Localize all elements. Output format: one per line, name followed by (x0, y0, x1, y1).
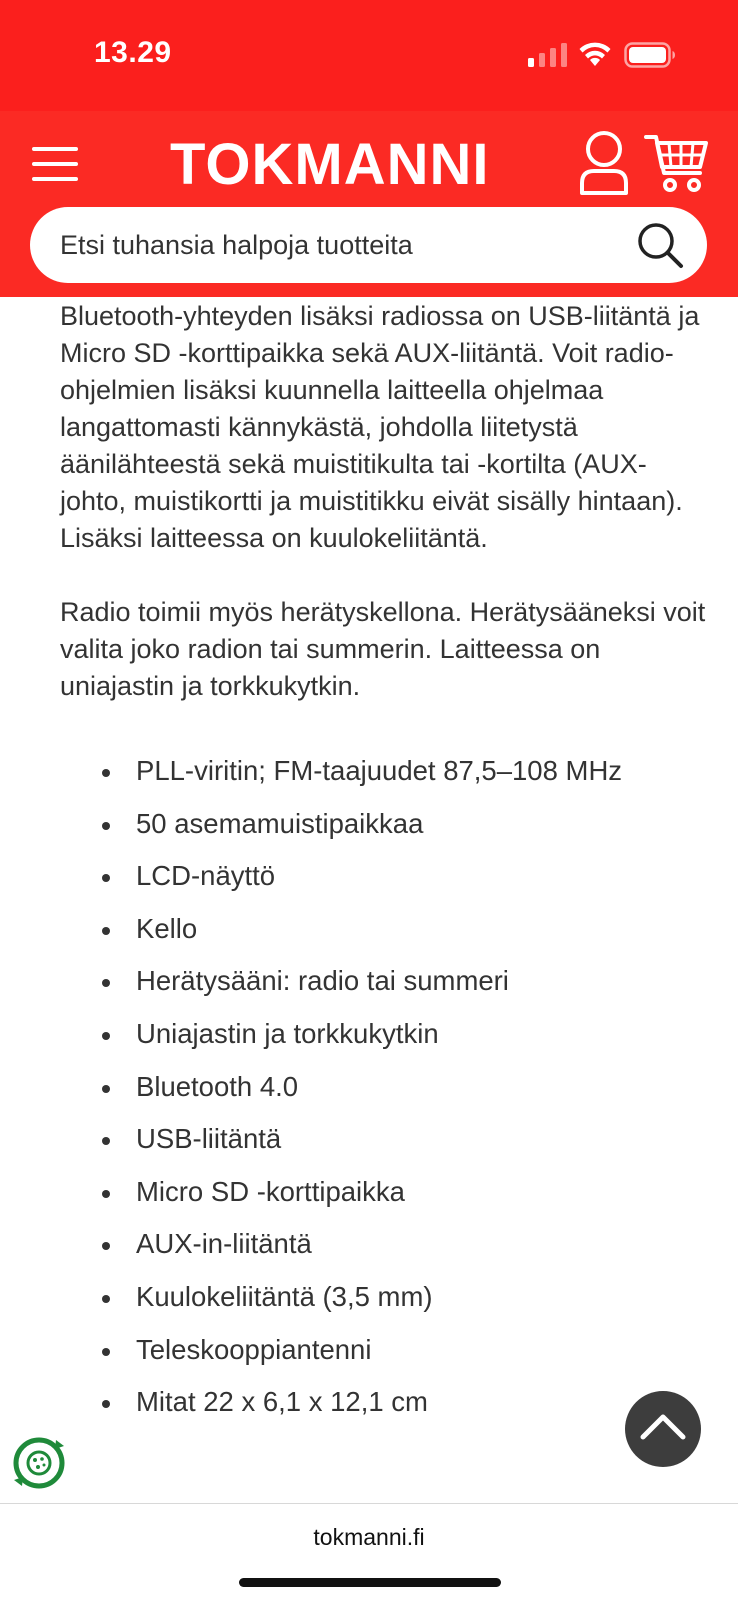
site-header (0, 111, 738, 297)
search-bar (30, 207, 707, 283)
feature-list (60, 742, 710, 1429)
shopping-cart-icon[interactable] (644, 131, 710, 195)
chevron-up-icon (625, 1391, 701, 1467)
feature-item: PLL-viritin; FM-taajuudet 87,5–108 MHz (60, 745, 710, 798)
feature-item: AUX-in-liitäntä (60, 1218, 710, 1271)
description-paragraph: Bluetooth-yhteyden lisäksi radiossa on USB-liitäntä ja Micro SD -korttipaikka sekä AUX-liitäntä. Voit radio-ohjelmien lisäksi kuunnella laitteella ohjelmaa langattomasti kännykästä, johdolla liitetystä äänilähteestä sekä muistitikulta tai -kortilta (AUX-johto, muistikortti ja muistitikku eivät sisälly hintaan). Lisäksi laitteessa on kuulokeliitäntä. (60, 301, 700, 553)
product-description (60, 298, 710, 1429)
hamburger-menu-icon[interactable] (30, 141, 82, 187)
cellular-signal-icon (528, 43, 568, 67)
search-input[interactable] (60, 207, 620, 283)
feature-item: LCD-näyttö (60, 850, 710, 903)
feature-item: Kuulokeliitäntä (3,5 mm) (60, 1271, 710, 1324)
feature-item: USB-liitäntä (60, 1113, 710, 1166)
feature-item: Mitat 22 x 6,1 x 12,1 cm (60, 1376, 710, 1429)
feature-item: Herätysääni: radio tai summeri (60, 955, 710, 1008)
feature-item: Kello (60, 903, 710, 956)
feature-item: Micro SD -korttipaikka (60, 1166, 710, 1219)
home-indicator[interactable] (239, 1578, 501, 1587)
feature-item: Uniajastin ja torkkukytkin (60, 1008, 710, 1061)
user-icon[interactable] (578, 129, 630, 195)
battery-icon (624, 42, 676, 68)
cookie-settings-icon[interactable] (12, 1436, 66, 1490)
scroll-to-top-button[interactable] (625, 1391, 701, 1467)
browser-address-bar (0, 1503, 738, 1600)
wifi-icon (578, 40, 612, 68)
search-icon[interactable] (636, 221, 684, 269)
status-time: 13.29 (94, 36, 172, 69)
tokmanni-logo[interactable]: TOKMANNI (170, 132, 490, 197)
description-paragraph: Radio toimii myös herätyskellona. Herätysääneksi voit valita joko radion tai summerin. Laitteessa on uniajastin ja torkkukytkin. (60, 597, 706, 701)
status-bar (0, 0, 738, 111)
feature-item: Bluetooth 4.0 (60, 1061, 710, 1114)
feature-item: 50 asemamuistipaikkaa (60, 798, 710, 851)
address-url[interactable]: tokmanni.fi (313, 1524, 425, 1550)
feature-item: Teleskooppiantenni (60, 1324, 710, 1377)
